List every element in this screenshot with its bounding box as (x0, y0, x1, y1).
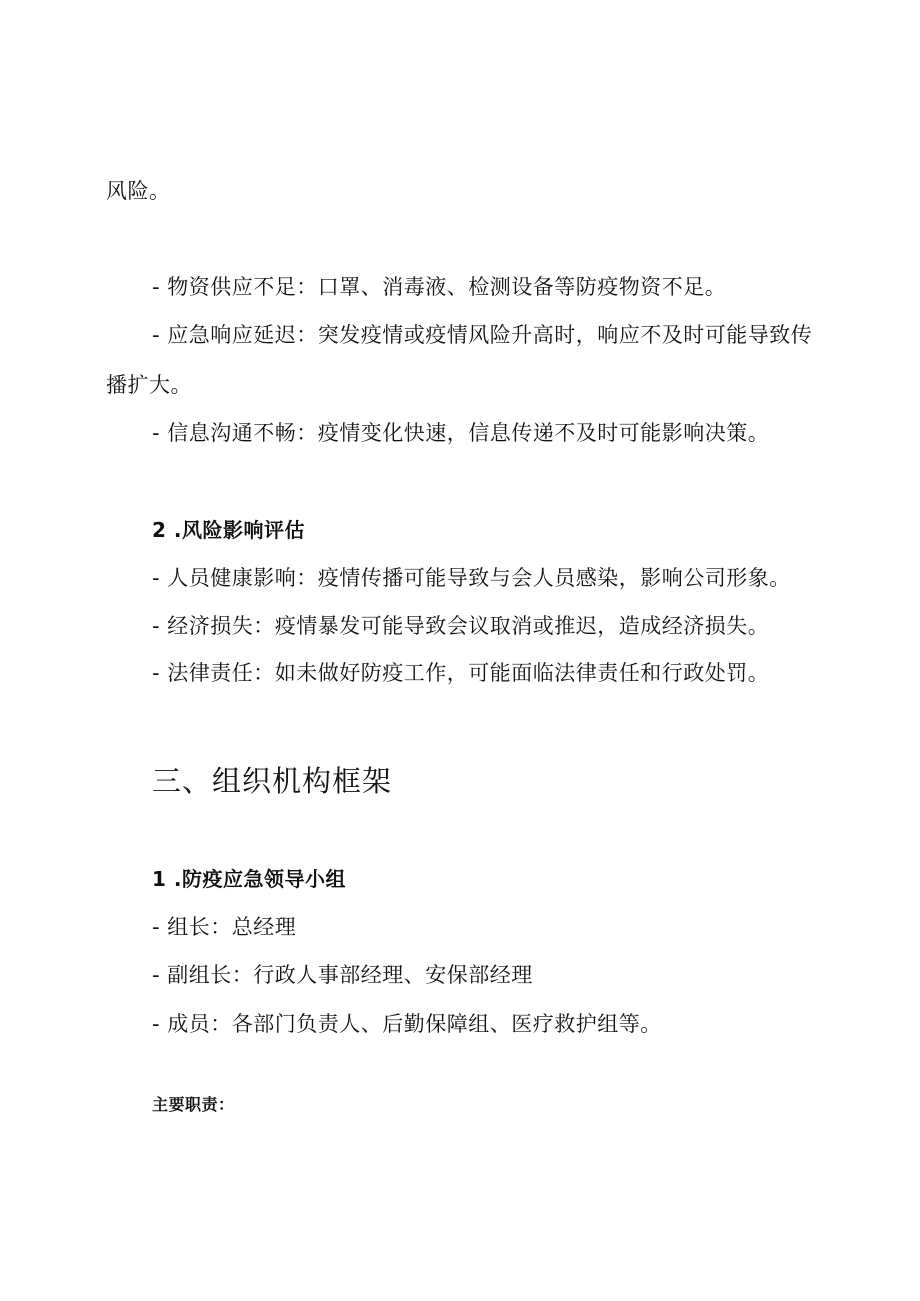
impact-item-economic: - 经济损失：疫情暴发可能导致会议取消或推迟，造成经济损失。 (152, 614, 770, 638)
impact-heading: 2 .风险影响评估 (152, 518, 305, 542)
duties-label: 主要职责： (152, 1095, 235, 1114)
risk-item-supplies: - 物资供应不足：口罩、消毒液、检测设备等防疫物资不足。 (152, 275, 727, 299)
leadership-item-deputy: - 副组长：行政人事部经理、安保部经理 (152, 963, 533, 987)
leadership-item-members: - 成员：各部门负责人、后勤保障组、医疗救护组等。 (152, 1012, 662, 1036)
risk-item-response-continued: 播扩大。 (106, 373, 192, 397)
impact-item-health: - 人员健康影响：疫情传播可能导致与会人员感染，影响公司形象。 (152, 566, 791, 590)
leadership-item-leader: - 组长：总经理 (152, 915, 297, 939)
section-title: 三、组织机构框架 (152, 764, 393, 798)
risk-item-response: - 应急响应延迟：突发疫情或疫情风险升高时，响应不及时可能导致传 (152, 323, 813, 347)
risk-item-information: - 信息沟通不畅：疫情变化快速，信息传递不及时可能影响决策。 (152, 421, 770, 445)
impact-item-legal: - 法律责任：如未做好防疫工作，可能面临法律责任和行政处罚。 (152, 661, 770, 685)
risk-tail-text: 风险。 (106, 179, 171, 203)
leadership-heading: 1 .防疫应急领导小组 (152, 867, 346, 891)
